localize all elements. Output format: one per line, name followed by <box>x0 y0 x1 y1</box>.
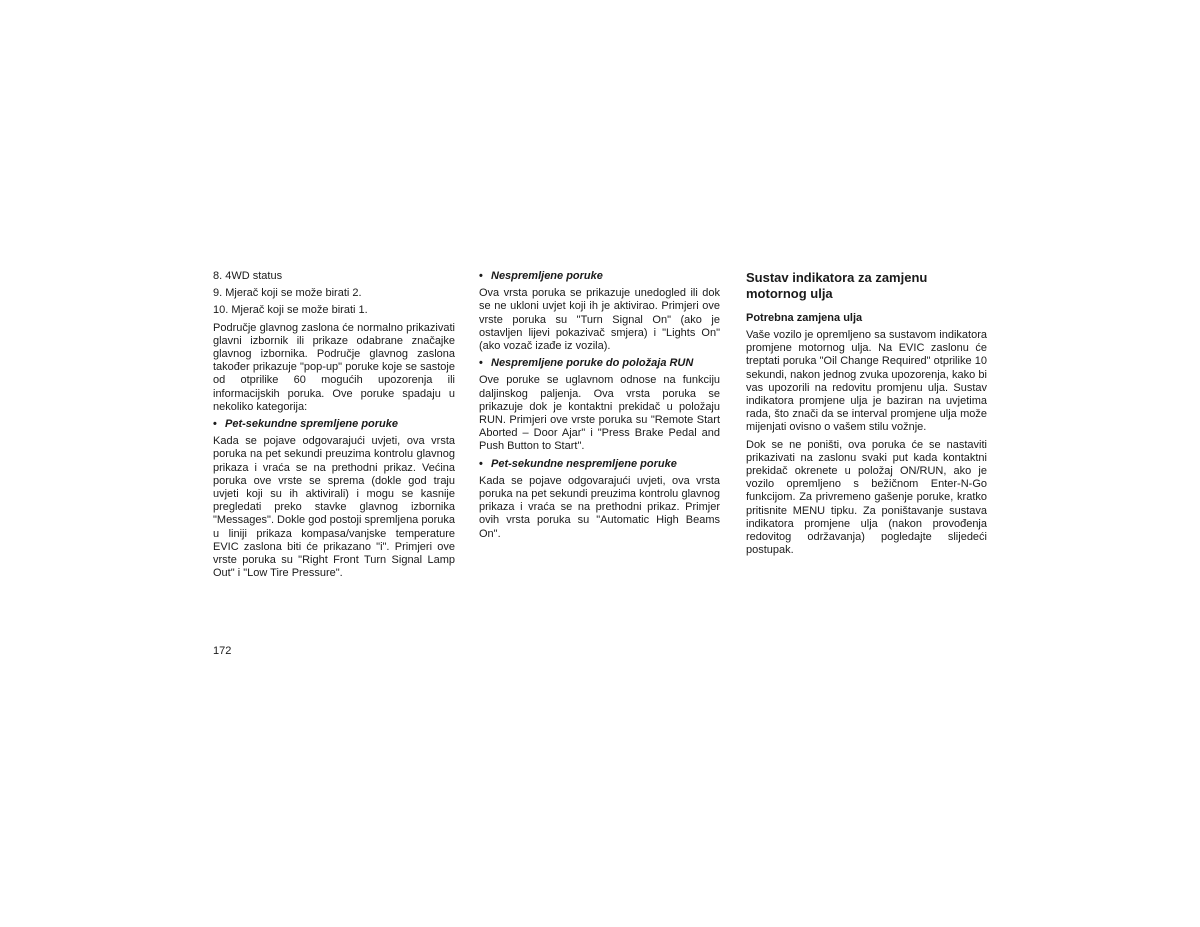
bullet-icon: • <box>213 418 217 431</box>
bullet-icon: • <box>479 270 483 282</box>
bullet-heading-run-messages <box>479 357 720 370</box>
bullet-label: Nespremljene poruke <box>491 270 603 282</box>
bullet-icon: • <box>479 457 483 470</box>
intro-paragraph: Područje glavnog zaslona će normalno prikazivati glavni izbornik ili prikaze odabrane značajke glavnog izbornika. Područje glavnog zaslona također prikazuje "pop-up" poruke koje se sastoje od otprilike 60 mogućih upozorenja ili informacijskih poruka. Ove poruke spadaju u nekoliko kategorija: <box>213 321 455 413</box>
page-number: 172 <box>213 645 232 657</box>
run-messages-paragraph: Ove poruke se uglavnom odnose na funkciju daljinskog paljenja. Ova vrsta poruka se prikazuje dok je kontaktni prekidač u položaju RUN. Primjeri ove vrste poruka su "Remote Start Aborted – Door Ajar" i "Press Brake Pedal and Push Button to Start". <box>479 374 720 453</box>
bullet-label: Nespremljene poruke do položaja RUN <box>491 357 694 370</box>
right-column <box>746 270 987 561</box>
bullet-heading-unstored-messages <box>479 270 720 283</box>
bullet-heading-stored-messages <box>213 418 455 431</box>
unstored-messages-paragraph: Ova vrsta poruka se prikazuje unedogled ili dok se ne ukloni uvjet koji ih je aktivirao. Primjeri ove vrste poruka su "Turn Signal On" (ako je ostavljen lijevi pokazivač smjera) i "Lights On" (ako vozač izađe iz vozila). <box>479 287 720 353</box>
oil-change-paragraph-2: Dok se ne poništi, ova poruka će se nastaviti prikazivati na zaslonu svaki put kada kontaktni prekidač okrenete u položaj ON/RUN, ako je vozilo opremljeno s bežičnom Enter-N-Go funkcijom. Za privremeno gašenje poruke, kratko pritisnite MENU tipku. Za poništavanje sustava indikatora promjene ulja (nakon provođenja redovitog održavanja) pogledajte slijedeći postupak. <box>746 438 987 557</box>
stored-messages-paragraph: Kada se pojave odgovarajući uvjeti, ova vrsta poruka na pet sekundi preuzima kontrolu glavnog prikaza i vraća se na prethodni prikaz. Većina poruka ove vrste se sprema (dokle god traju uvjeti koji su ih aktivirali) i mogu se kasnije pregledati preko stavke glavnog izbornika "Messages". Dokle god postoji spremljena poruka u liniji prikaza kompasa/vanjske temperature EVIC zaslona biti će prikazano "i". Primjeri ove vrste poruka su "Right Front Turn Signal Lamp Out" i "Low Tire Pressure". <box>213 435 455 580</box>
left-column <box>213 270 455 584</box>
bullet-label: Pet-sekundne spremljene poruke <box>225 418 398 431</box>
section-heading: Sustav indikatora za zamjenu motornog ulja <box>746 270 928 301</box>
list-item: 10. Mjerač koji se može birati 1. <box>213 304 368 317</box>
five-second-unstored-paragraph: Kada se pojave odgovarajući uvjeti, ova vrsta poruka na pet sekundi preuzima kontrolu glavnog prikaza i vraća se na prethodni prikaz. Primjer ovih vrsta poruka su "Automatic High Beams On". <box>479 474 720 540</box>
bullet-heading-five-second-unstored <box>479 458 720 471</box>
list-item: 8. 4WD status <box>213 270 283 282</box>
oil-change-paragraph-1: Vaše vozilo je opremljeno sa sustavom indikatora promjene motornog ulja. Na EVIC zaslonu će treptati poruka "Oil Change Required" otprilike 10 sekundi, nakon jednog zvuka upozorenja, kako bi vas upozorili na redovitu promjenu ulja. Sustav indikatora promjene ulja je baziran na uvjetima rada, što znači da se interval promjene ulja može mijenjati ovisno o vašem stilu vožnje. <box>746 329 987 434</box>
middle-column <box>479 270 720 545</box>
bullet-label: Pet-sekundne nespremljene poruke <box>491 457 677 470</box>
bullet-icon: • <box>479 357 483 370</box>
list-item: 9. Mjerač koji se može birati 2. <box>213 287 362 300</box>
subsection-heading: Potrebna zamjena ulja <box>746 312 863 324</box>
